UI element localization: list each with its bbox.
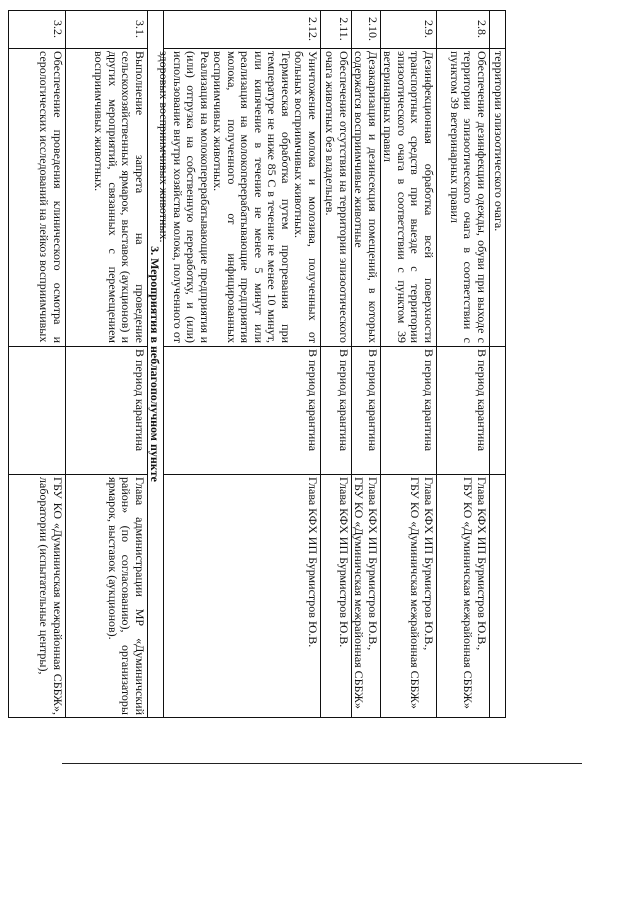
measure-paragraph: Обеспечение отсутствия на территории эпизоотического очага животных без владельцев. xyxy=(323,51,351,343)
measure-paragraph: Обеспечение проведения клинического осмотра и серологических исследований на лейкоз восприимчивых xyxy=(37,51,65,343)
column-divider xyxy=(9,346,65,347)
row-number: 3.1. xyxy=(133,20,147,38)
row-number: 2.11. xyxy=(337,17,351,41)
term-cell: В период карантина xyxy=(422,349,436,452)
responsible-cell xyxy=(66,474,147,718)
responsible-line: ГБУ КО «Думиничская межрайонная СББЖ» xyxy=(352,477,367,709)
column-divider xyxy=(490,346,506,347)
column-divider xyxy=(164,474,320,475)
term-cell: В период карантина xyxy=(366,349,380,452)
measure-description xyxy=(381,48,436,346)
column-divider xyxy=(321,48,351,49)
table-row xyxy=(380,10,436,718)
term-cell xyxy=(9,346,65,474)
column-divider xyxy=(437,346,489,347)
column-divider xyxy=(352,346,380,347)
column-divider xyxy=(66,48,147,49)
measure-paragraph: Обеспечение дезинфекции одежды, обуви при выходе с территории эпизоотического очага в соответствии с пунктом 39 ветеринарных правил xyxy=(448,51,489,343)
column-divider xyxy=(437,474,489,475)
responsible-cell xyxy=(9,474,65,718)
column-divider xyxy=(381,48,436,49)
column-divider xyxy=(66,474,147,475)
column-divider xyxy=(490,48,506,49)
measure-description xyxy=(437,48,489,346)
column-divider xyxy=(490,474,506,475)
column-divider xyxy=(9,48,65,49)
measure-description xyxy=(157,48,320,346)
row-number: 2.8. xyxy=(475,20,489,38)
column-divider xyxy=(381,474,436,475)
responsible-line: Глава КФХ ИП Бурмистров Ю.В. xyxy=(337,477,351,648)
column-divider xyxy=(381,346,436,347)
page-bottom-rule xyxy=(62,763,582,764)
responsible-line: Глава КФХ ИП Бурмистров Ю.В., xyxy=(366,477,380,651)
term-cell xyxy=(490,346,506,474)
responsible-line: Глава КФХ ИП Бурмистров Ю.В. xyxy=(306,477,320,648)
measure-paragraph: Термическая обработка путем прогревания при температуре не ниже 85 С в течение не менее 10 минут, или кипячение в течение не менее 5 минут или реализация на молокоперерабатывающие предприятия молока, полученного от инфицированных восприимчивых животных. xyxy=(211,51,293,343)
term-cell: В период карантина xyxy=(306,349,320,452)
section-heading: 3. Мероприятия в неблагополучном пункте xyxy=(147,10,163,718)
measure-paragraph: Выполнение запрета на проведение сельскохозяйственных ярмарок, выставок (аукционов) и других мероприятий, связанных с перемещением восприимчивых животных. xyxy=(92,51,147,343)
measure-paragraph: Уничтожение молока и молозива, полученных от больных восприимчивых животных. xyxy=(292,51,320,343)
row-number: 2.10. xyxy=(366,17,380,41)
term-cell: В период карантина xyxy=(337,349,351,452)
column-divider xyxy=(9,474,65,475)
responsible-cell xyxy=(381,474,436,718)
measure-description xyxy=(352,48,380,346)
measure-description xyxy=(9,48,65,346)
measure-description xyxy=(321,48,351,346)
row-number: 2.12. xyxy=(306,17,320,41)
responsible-line: ГБУ КО «Думиничская межрайонная СББЖ» xyxy=(461,477,476,709)
term-cell: В период карантина xyxy=(133,349,147,452)
responsible-cell xyxy=(321,474,351,718)
column-divider xyxy=(164,346,320,347)
responsible-cell xyxy=(437,474,489,718)
column-divider xyxy=(352,48,380,49)
table-row xyxy=(320,10,351,718)
column-divider xyxy=(66,346,147,347)
responsible-cell xyxy=(164,474,320,718)
responsible-line: Глава администрации МР «Думиничский район» (по согласованию), организаторы ярмарок, выставок (аукционов). xyxy=(106,477,147,715)
responsible-line: Глава КФХ ИП Бурмистров Ю.В., xyxy=(475,477,489,651)
table-row xyxy=(436,10,489,718)
term-cell: В период карантина xyxy=(475,349,489,452)
row-number: 3.2. xyxy=(51,20,65,38)
row-number xyxy=(490,10,506,48)
quarantine-measures-table xyxy=(8,10,506,718)
measure-description xyxy=(66,48,147,346)
measure-paragraph: Реализация на молокоперерабатывающие предприятия и (или) отгрузка на собственную переработку, и (или) использование внутри хозяйства молока, полученного от здоровых восприимчивых животных. xyxy=(157,51,212,343)
responsible-cell xyxy=(352,474,380,718)
column-divider xyxy=(164,48,320,49)
responsible-line: Глава КФХ ИП Бурмистров Ю.В., xyxy=(422,477,436,651)
measure-paragraph: Дезинфекционная обработка всей поверхности транспортных средств при выезде с территории эпизоотического очага в соответствии с пунктом 39 ветеринарных правил xyxy=(381,51,436,343)
column-divider xyxy=(321,346,351,347)
table-row xyxy=(157,10,320,718)
responsible-line: ГБУ КО «Думиничская межрайонная СББЖ», лаборатории (испытательные центры), xyxy=(37,477,65,715)
row-number: 2.9. xyxy=(422,20,436,38)
column-divider xyxy=(437,48,489,49)
measure-paragraph: территории эпизоотического очага. xyxy=(492,51,506,232)
table-row xyxy=(8,10,65,718)
column-divider xyxy=(321,474,351,475)
table-row xyxy=(65,10,147,718)
table-row xyxy=(489,10,506,718)
responsible-line: ГБУ КО «Думиничская межрайонная СББЖ» xyxy=(408,477,423,709)
measure-paragraph: Дезакаризация и дезинсекция помещений, в которых содержатся восприимчивые животные xyxy=(352,51,380,343)
measure-description xyxy=(490,48,506,346)
rotated-table-page xyxy=(8,10,506,718)
responsible-cell xyxy=(490,474,506,718)
table-row xyxy=(351,10,380,718)
column-divider xyxy=(352,474,380,475)
